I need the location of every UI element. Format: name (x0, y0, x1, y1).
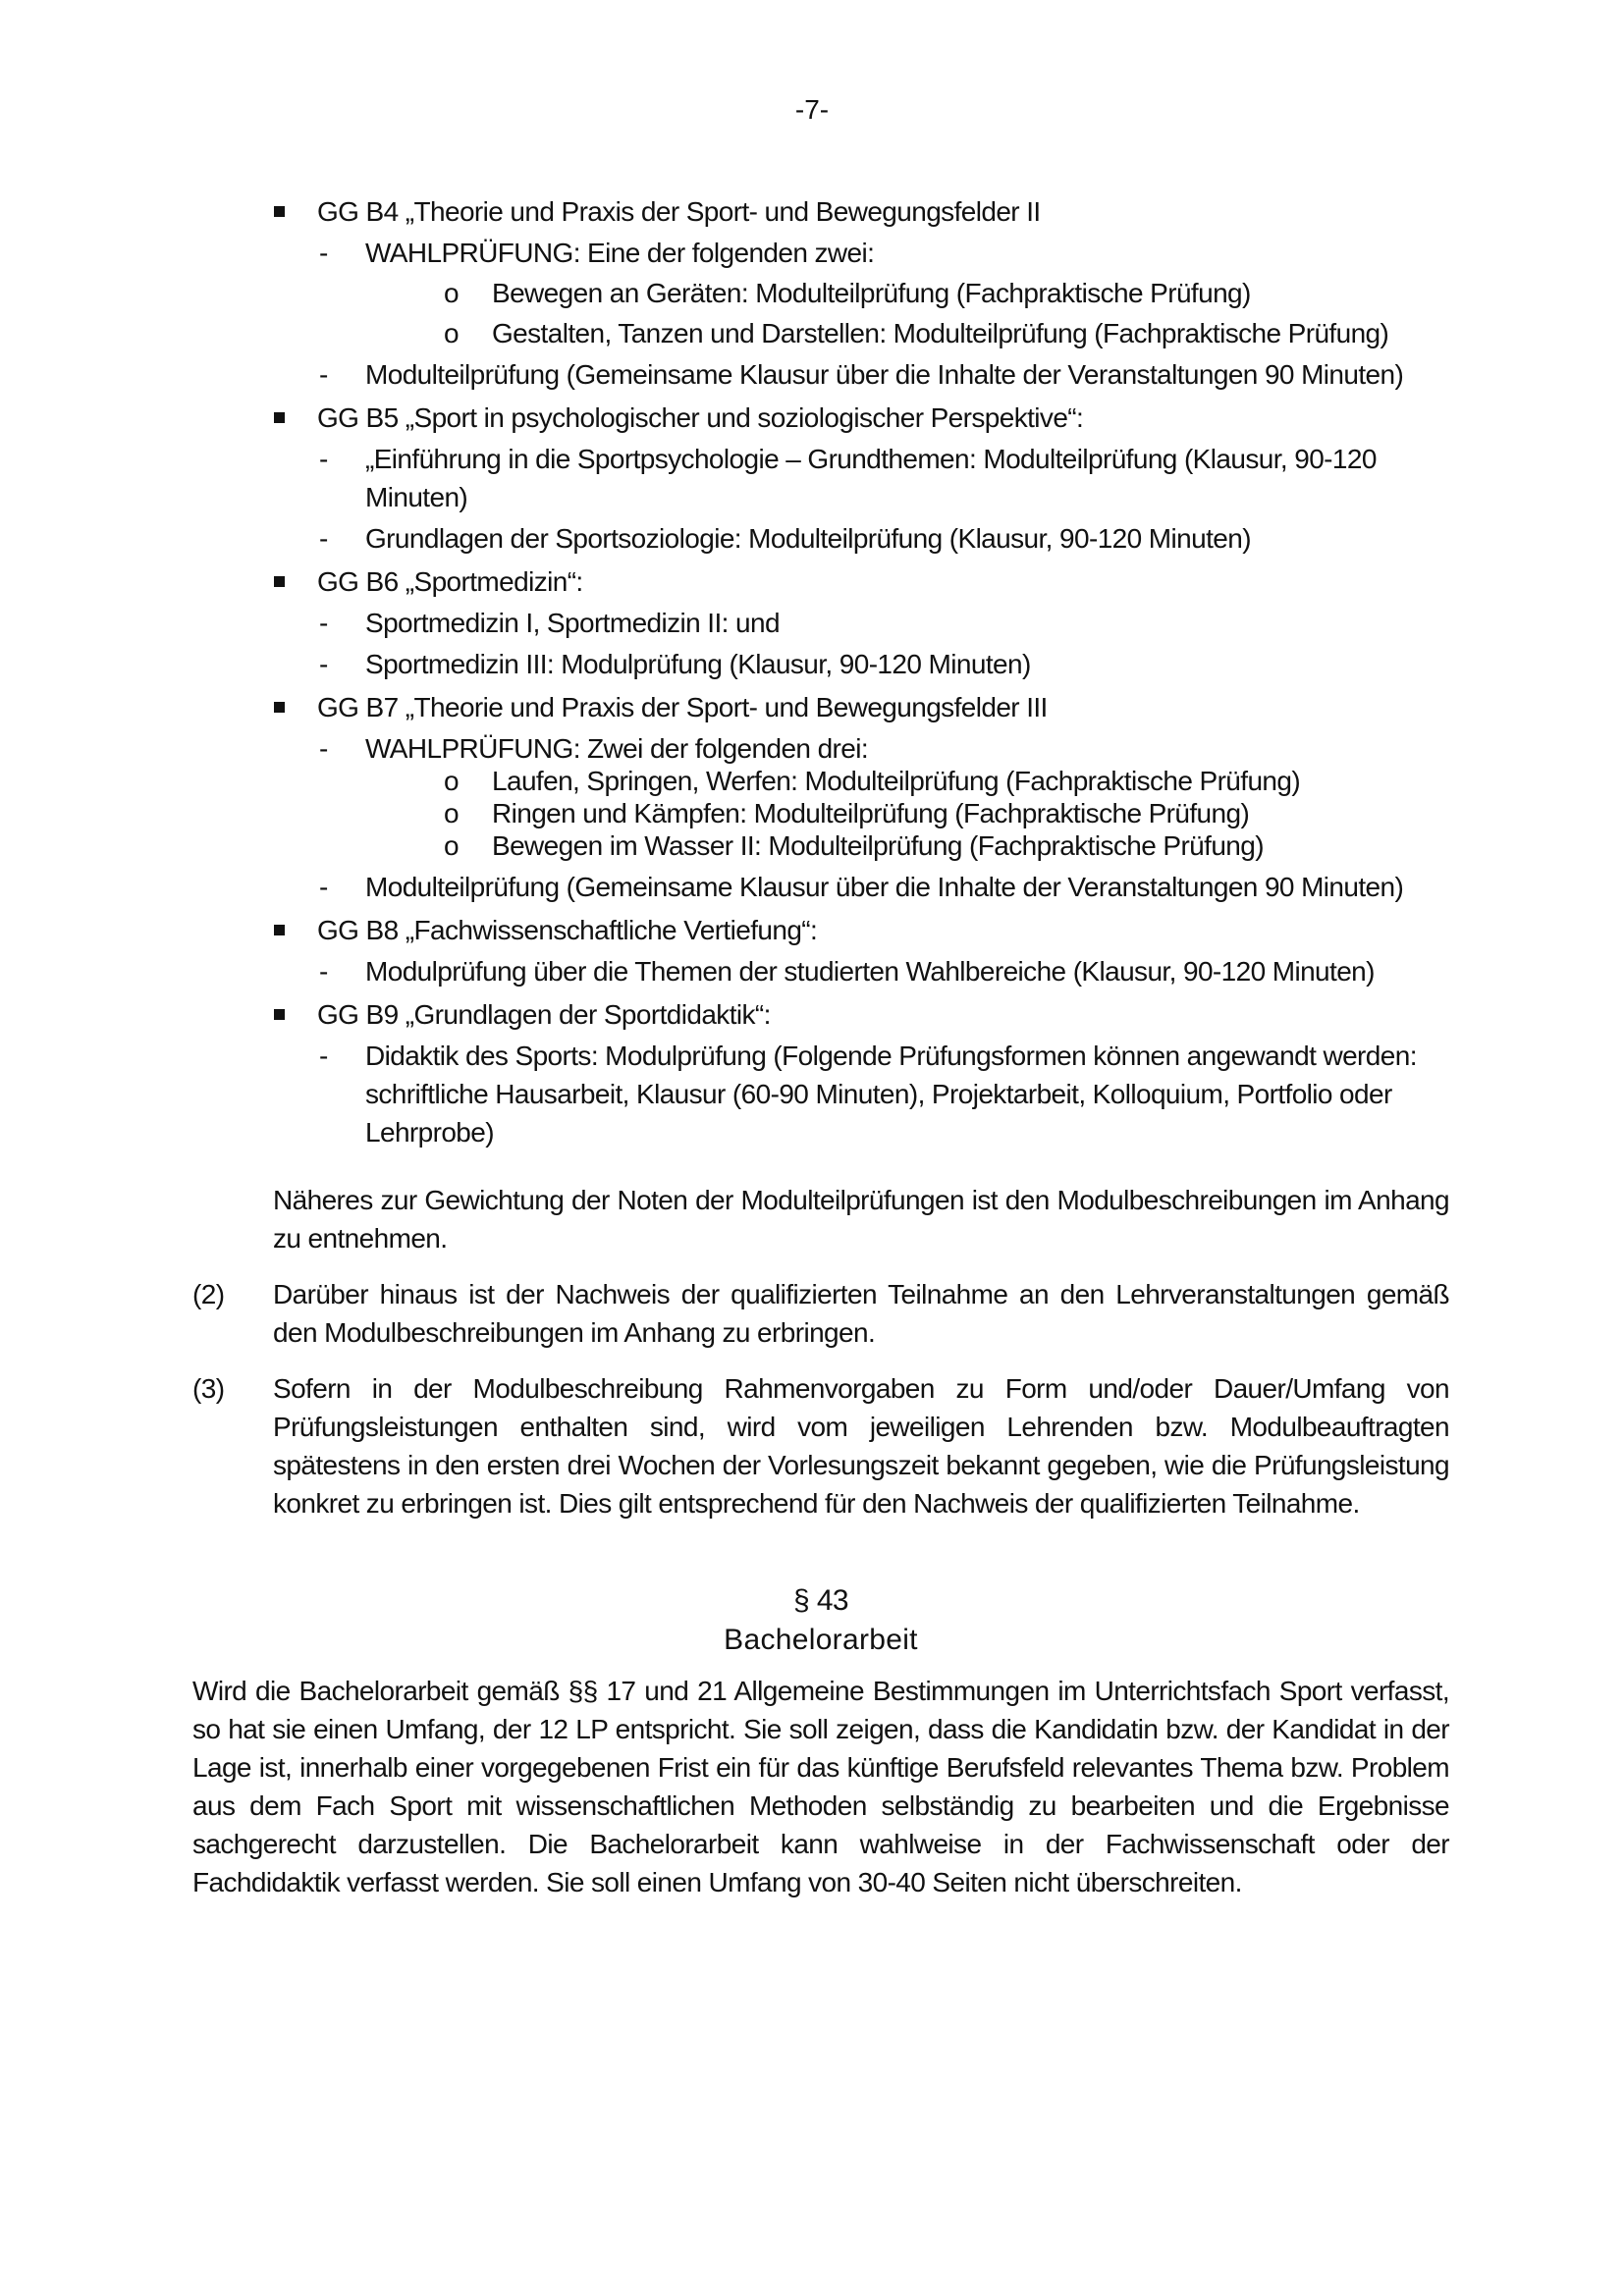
option-item: o Bewegen an Geräten: Modulteilprüfung (Fachpraktische Prüfung) (192, 274, 1449, 312)
paragraph-number: (2) (192, 1279, 225, 1309)
document-body (192, 192, 1449, 1901)
module-item: GG B9 „Grundlagen der Sportdidaktik“: (192, 995, 1449, 1034)
paragraph: (2) Darüber hinaus ist der Nachweis der qualifizierten Teilnahme an den Lehrveranstaltungen gemäß den Modulbeschreibungen im Anhang zu erbringen. (192, 1275, 1449, 1352)
exam-item: - Grundlagen der Sportsoziologie: Modulteilprüfung (Klausur, 90-120 Minuten) (319, 523, 1251, 554)
option-item: o Gestalten, Tanzen und Darstellen: Modulteilprüfung (Fachpraktische Prüfung) (192, 314, 1449, 352)
module-item: GG B5 „Sport in psychologischer und soziologischer Perspektive“: (192, 399, 1449, 437)
page-number: -7- (794, 94, 830, 125)
exam-item: - Sportmedizin III: Modulprüfung (Klausur, 90-120 Minuten) (319, 649, 1031, 679)
section-title: Bachelorarbeit (724, 1624, 918, 1656)
exam-item: - Modulprüfung über die Themen der studierten Wahlbereiche (Klausur, 90-120 Minuten) (319, 956, 1375, 987)
option-item: o Bewegen im Wasser II: Modulteilprüfung (Fachpraktische Prüfung) (192, 827, 1449, 865)
exam-item: - Didaktik des Sports: Modulprüfung (Folgende Prüfungsformen können angewandt werden: schriftliche Hausarbeit, Klausur (60-90 Minuten), Projektarbeit, Kolloquium, Portfolio oder Lehrprobe) (319, 1041, 1417, 1148)
circle-bullet-icon: o (444, 798, 459, 828)
exam-item: - Modulteilprüfung (Gemeinsame Klausur über die Inhalte der Veranstaltungen 90 Minuten) (319, 359, 1404, 390)
square-bullet-icon (274, 1009, 285, 1020)
circle-bullet-icon: o (444, 318, 459, 348)
module-item: GG B7 „Theorie und Praxis der Sport- und Bewegungsfelder III (192, 688, 1449, 726)
circle-bullet-icon: o (444, 278, 459, 308)
exam-item: - Sportmedizin I, Sportmedizin II: und (319, 608, 780, 638)
option-item: o Ringen und Kämpfen: Modulteilprüfung (Fachpraktische Prüfung) (192, 794, 1449, 832)
square-bullet-icon (274, 412, 285, 423)
square-bullet-icon (274, 576, 285, 587)
square-bullet-icon (274, 702, 285, 713)
circle-bullet-icon: o (444, 766, 459, 796)
exam-item: - WAHLPRÜFUNG: Eine der folgenden zwei: (319, 238, 875, 268)
paragraph: (3) Sofern in der Modulbeschreibung Rahmenvorgaben zu Form und/oder Dauer/Umfang von Prüfungsleistungen enthalten sind, wird vom jeweiligen Lehrenden bzw. Modulbeauftragten spätestens in den ersten drei Wochen der Vorlesungszeit bekannt gegeben, wie die Prüfungsleistung konkret zu erbringen ist. Dies gilt entsprechend für den Nachweis der qualifizierten Teilnahme. (192, 1369, 1449, 1522)
weighting-note: Näheres zur Gewichtung der Noten der Modulteilprüfungen ist den Modulbeschreibungen im Anhang zu entnehmen. (273, 1185, 1449, 1254)
exam-item: - Modulteilprüfung (Gemeinsame Klausur über die Inhalte der Veranstaltungen 90 Minuten) (319, 872, 1404, 902)
exam-item: - „Einführung in die Sportpsychologie – Grundthemen: Modulteilprüfung (Klausur, 90-120 Minuten) (319, 444, 1377, 512)
section-number: § 43 (793, 1584, 848, 1617)
module-item: GG B4 „Theorie und Praxis der Sport- und Bewegungsfelder II (192, 192, 1449, 231)
section-text: Wird die Bachelorarbeit gemäß §§ 17 und 21 Allgemeine Bestimmungen im Unterrichtsfach Sport verfasst, so hat sie einen Umfang, der 12 LP entspricht. Sie soll zeigen, dass die Kandidatin bzw. der Kandidat in der Lage ist, innerhalb einer vorgegebenen Frist ein für das künftige Berufsfeld relevantes Thema bzw. Problem aus dem Fach Sport mit wissenschaftlichen Methoden selbständig zu bearbeiten und die Ergebnisse sachgerecht darzustellen. Die Bachelorarbeit kann wahlweise in der Fachwissenschaft oder der Fachdidaktik verfasst werden. Sie soll einen Umfang von 30-40 Seiten nicht überschreiten. (192, 1676, 1449, 1897)
module-item: GG B8 „Fachwissenschaftliche Vertiefung“: (192, 911, 1449, 949)
circle-bullet-icon: o (444, 830, 459, 861)
module-item: GG B6 „Sportmedizin“: (192, 562, 1449, 601)
square-bullet-icon (274, 925, 285, 935)
square-bullet-icon (274, 206, 285, 217)
exam-item: - WAHLPRÜFUNG: Zwei der folgenden drei: (319, 733, 869, 764)
option-item: o Laufen, Springen, Werfen: Modulteilprüfung (Fachpraktische Prüfung) (192, 762, 1449, 800)
paragraph-number: (3) (192, 1373, 225, 1404)
